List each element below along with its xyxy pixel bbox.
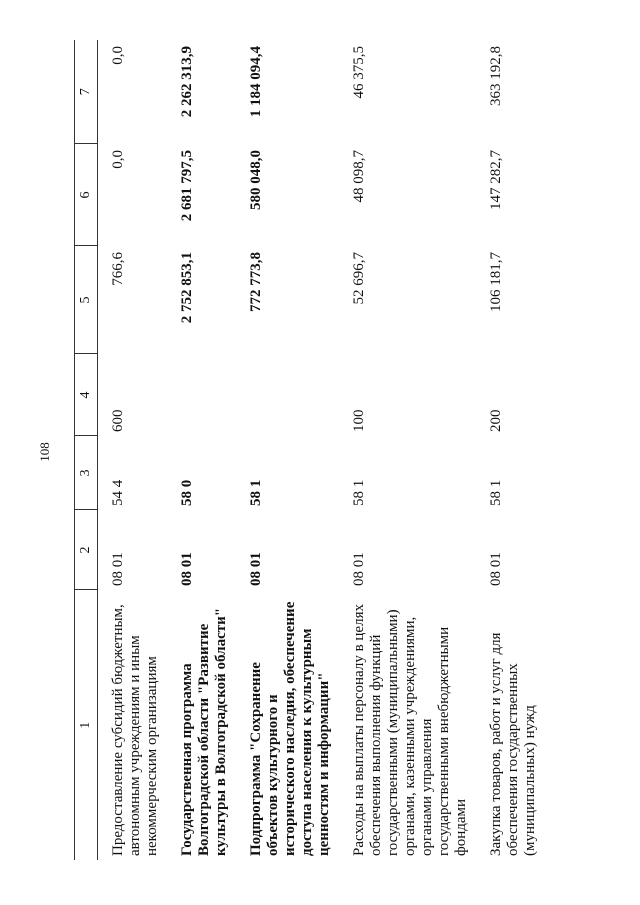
expense-type-cell: 100	[351, 409, 367, 432]
budget-table	[74, 40, 545, 860]
amount-cell: 2 262 313,9	[179, 46, 195, 118]
table-row	[98, 40, 168, 860]
expense-type-cell: 200	[488, 409, 504, 432]
expense-type-cell	[236, 354, 339, 436]
header-cell: 3	[75, 436, 98, 510]
section-code-cell: 08 01	[110, 552, 126, 586]
amount-cell: 147 282,7	[488, 150, 504, 210]
header-cell: 5	[75, 246, 98, 354]
budget-table-container	[74, 40, 640, 860]
table-header-row	[75, 40, 98, 860]
program-code-cell: 58 1	[488, 479, 504, 506]
table-row	[476, 40, 545, 860]
section-code-cell: 08 01	[179, 552, 195, 586]
amount-cell: 1 184 094,4	[248, 46, 264, 118]
amount-cell: 580 048,0	[248, 150, 264, 210]
amount-cell: 2 681 797,5	[179, 150, 195, 222]
row-name-cell: Государственная программа Волгоградской области "Развитие культуры в Волгоградской области"	[179, 607, 229, 856]
program-code-cell: 58 0	[179, 479, 195, 506]
section-code-cell: 08 01	[351, 552, 367, 586]
program-code-cell: 58 1	[351, 479, 367, 506]
table-row	[167, 40, 236, 860]
amount-cell: 772 773,8	[248, 252, 264, 312]
amount-cell: 106 181,7	[488, 252, 504, 312]
table-row	[236, 40, 339, 860]
amount-cell: 52 696,7	[351, 252, 367, 305]
header-cell: 4	[75, 354, 98, 436]
section-code-cell: 08 01	[248, 552, 264, 586]
section-code-cell: 08 01	[488, 552, 504, 586]
row-name-cell: Закупка товаров, работ и услуг для обеспечения государственных (муниципальных) нужд	[488, 632, 538, 856]
row-name-cell: Предоставление субсидий бюджетным, автономным учреждениям и иным некоммерческим организациям	[110, 604, 160, 856]
program-code-cell: 58 1	[248, 479, 264, 506]
page-number: 108	[37, 442, 52, 462]
header-cell: 2	[75, 510, 98, 590]
header-cell: 7	[75, 40, 98, 144]
row-name-cell: Расходы на выплаты персоналу в целях обеспечения выполнения функций государственными (муниципальными) органами, казенными учреждениями, органами управления государственными внебюджетными фондами	[351, 604, 469, 856]
amount-cell: 48 098,7	[351, 150, 367, 203]
amount-cell: 46 375,5	[351, 46, 367, 99]
row-name-cell: Подпрограмма "Сохранение объектов культурного и исторического наследия, обеспечение доступа населения к культурным ценностям и информации"	[248, 601, 332, 856]
header-cell: 1	[75, 590, 98, 860]
amount-cell: 2 752 853,1	[179, 252, 195, 324]
amount-cell: 0,0	[110, 150, 126, 169]
expense-type-cell: 600	[110, 409, 126, 432]
table-row	[339, 40, 476, 860]
amount-cell: 766,6	[110, 252, 126, 286]
amount-cell: 0,0	[110, 46, 126, 65]
amount-cell: 363 192,8	[488, 46, 504, 106]
program-code-cell: 54 4	[110, 479, 126, 506]
expense-type-cell	[167, 354, 236, 436]
header-cell: 6	[75, 144, 98, 246]
